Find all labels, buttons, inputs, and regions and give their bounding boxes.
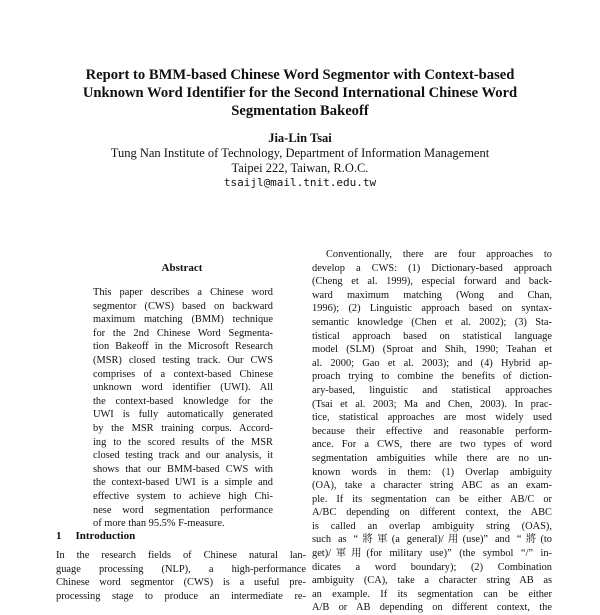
author-email[interactable]: tsaijl@mail.tnit.edu.tw <box>223 176 377 189</box>
affiliation-line: Tung Nan Institute of Technology, Department of Information Management <box>110 146 490 160</box>
text-line: ward maximum matching (Wong and Chan, <box>312 289 552 301</box>
affiliation <box>0 146 600 176</box>
text-line: ambiguity (CA), take a character string AB as <box>312 575 552 587</box>
text-line: (MSR) closed testing track. Our CWS <box>93 354 273 366</box>
text-line: by the MSR training corpus. Accord- <box>93 422 273 434</box>
text-line: the context-based knowledge for the <box>93 395 273 407</box>
text-line: (OA), take a character string ABC as an exam- <box>312 480 552 492</box>
text-line: dicates a word boundary); (2) Combination <box>312 561 552 573</box>
text-line: effective system to achieve high Chi- <box>93 490 273 502</box>
section-heading-introduction <box>56 529 306 543</box>
text-line: A/BC depending on different context, the ABC <box>312 507 552 519</box>
affiliation-line: Taipei 222, Taiwan, R.O.C. <box>231 161 369 175</box>
text-line: segmentation ambiguities while there are no un- <box>312 452 552 464</box>
text-line: In the research fields of Chinese natural lan- <box>56 550 306 561</box>
text-line: tistical approach based on statistical language <box>312 330 552 342</box>
text-line: the context-based UWI is a simple and <box>93 477 273 489</box>
title-line: Report to BMM-based Chinese Word Segmentor with Context-based <box>85 67 515 83</box>
text-line: is called an overlap ambiguity string (OAS), <box>312 520 552 532</box>
text-line: unknown word identifier (UWI). All <box>93 382 273 394</box>
section-number: 1 <box>56 530 62 542</box>
text-line: an example. If its segmentation can be either <box>312 588 552 600</box>
text-line: 1996); (2) Linguistic approach based on syntax- <box>312 303 552 315</box>
text-line: such as “將軍(a general)/用(use)” and “將(to <box>312 534 552 546</box>
text-line: model (SLM) (Sproat and Shih, 1990; Teahan et <box>312 344 552 356</box>
text-line: ary-based, linguistic and statistical approaches <box>312 384 552 396</box>
text-line: because their effective and reasonable perform- <box>312 425 552 437</box>
text-line: Chinese word segmentor (CWS) is a useful pre- <box>56 577 306 589</box>
text-line: segmentor (CWS) based on backward <box>93 300 273 312</box>
text-line: A/B or AB depending on different context, the <box>312 602 552 614</box>
text-line: tice, statistical approaches are most widely used <box>312 412 552 424</box>
text-line: guage processing (NLP), a high-performance <box>56 563 306 575</box>
text-line: get)/軍用(for military use)” (the symbol “/” in- <box>312 548 552 560</box>
text-line: maximum matching (BMM) technique <box>93 314 273 326</box>
text-line: shows that our BMM-based CWS with <box>93 463 273 475</box>
text-line: UWI is fully automatically generated <box>93 409 273 421</box>
text-line: of more than 95.5% F-measure. <box>93 518 225 530</box>
text-line: semantic knowledge (Chen et al. 2002); (3) Sta- <box>312 316 552 328</box>
text-line: Conventionally, there are four approaches to <box>326 249 552 260</box>
title-line: Segmentation Bakeoff <box>231 103 369 119</box>
abstract-body <box>93 286 273 531</box>
introduction-body <box>56 549 306 603</box>
abstract-heading: Abstract <box>161 262 203 274</box>
text-line: This paper describes a Chinese word <box>93 287 273 298</box>
text-line: closed testing track and our analysis, it <box>93 450 273 462</box>
text-line: al. 2000; Gao et al. 2003); and (4) Hybrid ap- <box>312 357 552 369</box>
text-line: develop a CWS: (1) Dictionary-based approach <box>312 262 552 274</box>
text-line: tion Bakeoff in the Microsoft Research <box>93 341 273 353</box>
author-name: Jia-Lin Tsai <box>268 131 332 145</box>
text-line: (Cheng et al. 1999), especial forward and back- <box>312 276 552 288</box>
text-line: ance. For a CWS, there are two types of word <box>312 439 552 451</box>
text-line: known words in them: (1) Overlap ambiguity <box>312 466 552 478</box>
text-line: comprises of a context-based Chinese <box>93 368 273 380</box>
paper-title <box>40 66 560 120</box>
text-line: processing stage to produce an intermediate re- <box>56 590 306 602</box>
text-line: proach trying to combine the benefits of diction- <box>312 371 552 383</box>
text-line: (Tsai et al. 2003; Ma and Chen, 2003). In prac- <box>312 398 552 410</box>
section-title: Introduction <box>75 530 136 542</box>
title-line: Unknown Word Identifier for the Second International Chinese Word <box>82 85 518 101</box>
text-line: for the 2nd Chinese Word Segmenta- <box>93 327 273 339</box>
text-line: ing to the scored results of the MSR <box>93 436 273 448</box>
text-line: nese word segmentation performance <box>93 504 273 516</box>
right-column-body <box>312 248 552 615</box>
text-line: ple. If its segmentation can be either AB/C or <box>312 493 552 505</box>
